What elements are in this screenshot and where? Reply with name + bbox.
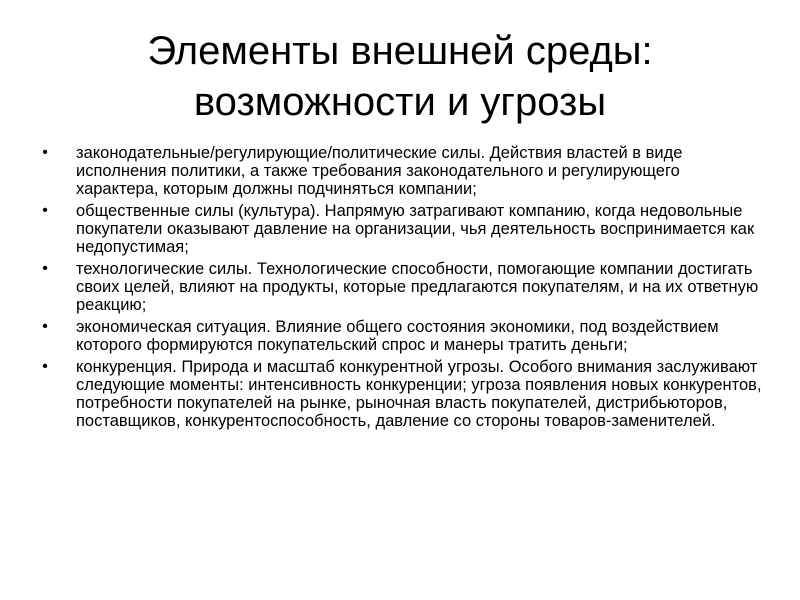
- bullet-marker: •: [42, 260, 48, 277]
- bullet-item-competition: [38, 358, 766, 430]
- bullet-text: технологические силы. Технологические способности, помогающие компании достигать своих целей, влияют на продукты, которые предлагаются покупателям, и на их ответную реакцию;: [76, 260, 759, 314]
- bullet-text: экономическая ситуация. Влияние общего состояния экономики, под воздействием которого формируются покупательский спрос и манеры тратить деньги;: [76, 318, 719, 354]
- slide-title-line-2: возможности и угрозы: [193, 80, 607, 124]
- bullet-item-economic: [38, 318, 766, 354]
- bullet-marker: •: [42, 144, 48, 161]
- bullet-text: конкуренция. Природа и масштаб конкурентной угрозы. Особого внимания заслуживают следующие моменты: интенсивность конкуренции; угроза появления новых конкурентов, потребности покупателей на рынке, рыночная власть покупателей, дистрибьюторов, поставщиков, конкурентоспособность, давление со стороны товаров-заменителей.: [76, 358, 762, 430]
- slide-title-line-1: Элементы внешней среды:: [147, 29, 653, 73]
- bullet-item-social: [38, 202, 766, 256]
- bullet-marker: •: [42, 318, 48, 335]
- slide-title: [40, 26, 760, 128]
- bullet-marker: •: [42, 202, 48, 219]
- bullet-item-political: [38, 144, 766, 198]
- bullet-list: [38, 144, 766, 434]
- bullet-text: законодательные/регулирующие/политические силы. Действия властей в виде исполнения политики, а также требования законодательного и регулирующего характера, которым должны подчиняться компании;: [76, 144, 683, 198]
- bullet-text: общественные силы (культура). Напрямую затрагивают компанию, когда недовольные покупатели оказывают давление на организации, чья деятельность воспринимается как недопустимая;: [76, 202, 755, 256]
- bullet-item-technological: [38, 260, 766, 314]
- bullet-marker: •: [42, 358, 48, 375]
